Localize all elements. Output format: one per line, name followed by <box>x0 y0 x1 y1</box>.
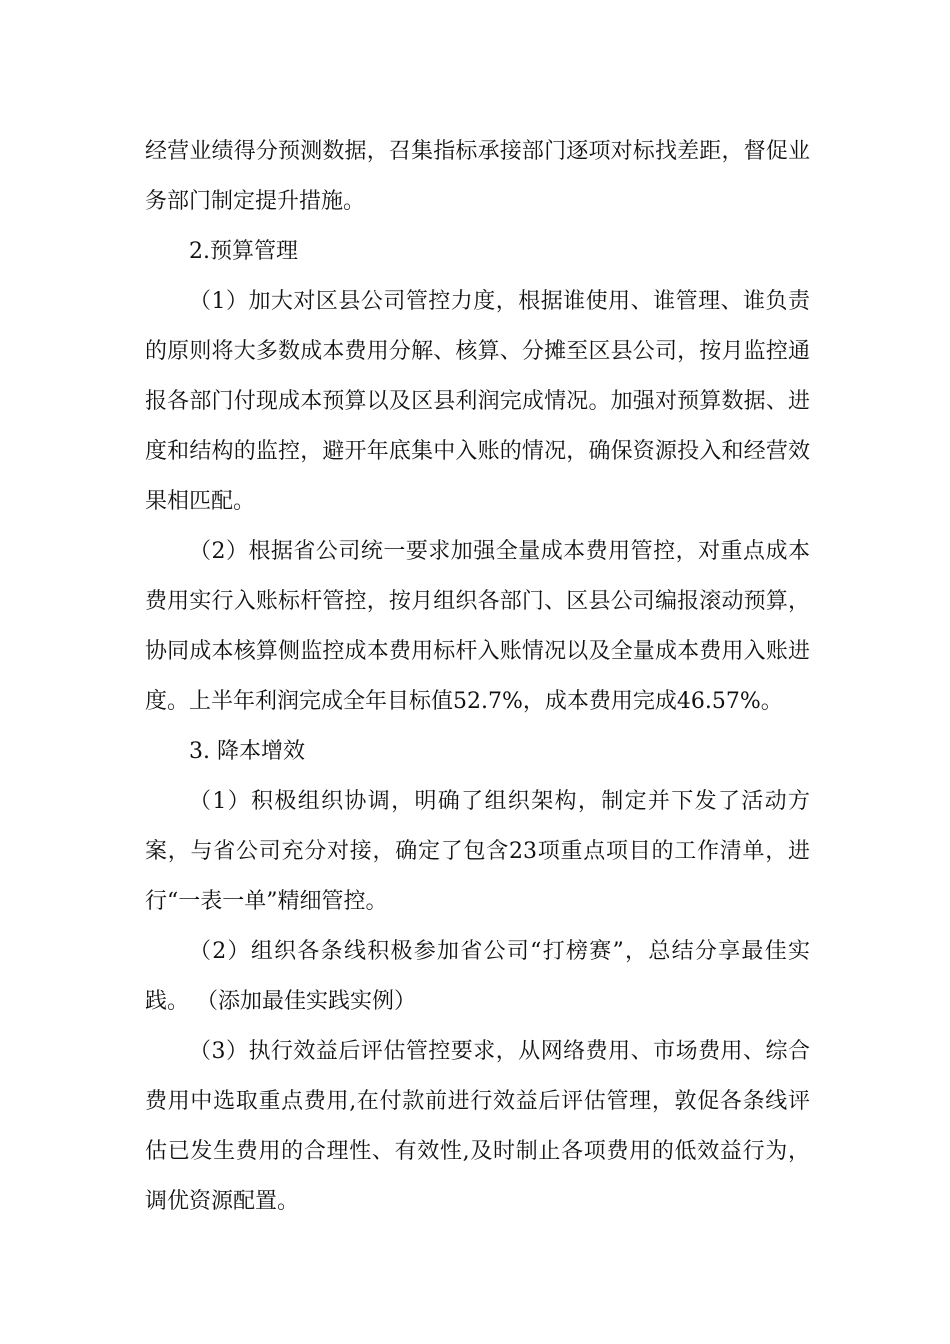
paragraph-cost-item-2: （2）组织各条线积极参加省公司“打榜赛”，总结分享最佳实践。 （添加最佳实践实例） <box>145 939 810 1014</box>
document-body <box>145 127 810 1227</box>
paragraph-budget-item-2: （2）根据省公司统一要求加强全量成本费用管控，对重点成本费用实行入账标杆管控，按月组织各部门、区县公司编报滚动预算，协同成本核算侧监控成本费用标杆入账情况以及全量成本费用入账进度。上半年利润完成全年目标值52.7%，成本费用完成46.57%。 <box>145 539 810 714</box>
paragraph-cost-item-1: （1）积极组织协调，明确了组织架构，制定并下发了活动方案，与省公司充分对接，确定了包含23项重点项目的工作清单，进行“一表一单”精细管控。 <box>145 789 810 914</box>
paragraph-budget-item-1: （1）加大对区县公司管控力度，根据谁使用、谁管理、谁负责的原则将大多数成本费用分解、核算、分摊至区县公司，按月监控通报各部门付现成本预算以及区县利润完成情况。加强对预算数据、进度和结构的监控，避开年底集中入账的情况，确保资源投入和经营效果相匹配。 <box>145 289 810 514</box>
heading-budget-management: 2.预算管理 <box>189 239 298 264</box>
paragraph-performance-forecast: 经营业绩得分预测数据，召集指标承接部门逐项对标找差距，督促业务部门制定提升措施。 <box>145 139 810 214</box>
paragraph-cost-item-3: （3）执行效益后评估管控要求，从网络费用、市场费用、综合费用中选取重点费用,在付款前进行效益后评估管理，敦促各条线评估已发生费用的合理性、有效性,及时制止各项费用的低效益行为，调优资源配置。 <box>145 1039 810 1214</box>
heading-cost-reduction: 3. 降本增效 <box>189 739 305 764</box>
